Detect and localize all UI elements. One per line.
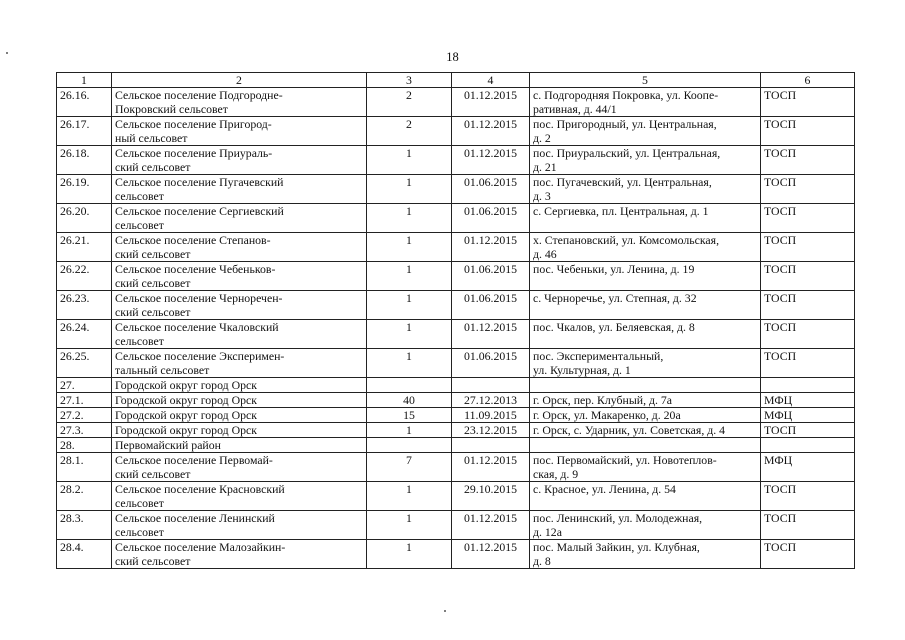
date-cell: 01.12.2015 xyxy=(452,146,530,175)
table-header-row xyxy=(57,73,855,88)
table-row xyxy=(57,117,855,146)
address-cell xyxy=(530,423,761,438)
settlement-name-cell xyxy=(112,117,367,146)
windows-count-cell xyxy=(367,438,452,453)
table-row xyxy=(57,349,855,378)
row-number-cell: 26.24. xyxy=(57,320,112,349)
address-cell-line: г. Орск, с. Ударник, ул. Советская, д. 4 xyxy=(533,423,726,437)
row-number-cell: 28.4. xyxy=(57,540,112,569)
table-row xyxy=(57,262,855,291)
settlement-name-cell xyxy=(112,204,367,233)
address-cell xyxy=(530,88,761,117)
scan-speck xyxy=(6,52,8,54)
settlement-name-cell-line: сельсовет xyxy=(115,218,164,232)
address-cell-line: г. Орск, пер. Клубный, д. 7а xyxy=(533,393,673,407)
address-cell-line: д. 8 xyxy=(533,554,551,568)
date-cell: 01.06.2015 xyxy=(452,204,530,233)
address-cell xyxy=(530,540,761,569)
address-cell xyxy=(530,233,761,262)
address-cell-line: пос. Первомайский, ул. Новотеплов- xyxy=(533,453,717,467)
address-cell-line: с. Подгородняя Покровка, ул. Коопе- xyxy=(533,88,719,102)
table-row xyxy=(57,175,855,204)
office-type-cell: ТОСП xyxy=(761,291,855,320)
registry-table xyxy=(56,72,855,569)
address-cell-line: д. 21 xyxy=(533,160,557,174)
settlement-name-cell xyxy=(112,349,367,378)
office-type-cell: ТОСП xyxy=(761,204,855,233)
row-number-cell: 26.21. xyxy=(57,233,112,262)
windows-count-cell: 1 xyxy=(367,540,452,569)
settlement-name-cell-line: Сельское поселение Эксперимен- xyxy=(115,349,285,363)
office-type-cell xyxy=(761,378,855,393)
address-cell-line: с. Красное, ул. Ленина, д. 54 xyxy=(533,482,676,496)
date-cell: 01.12.2015 xyxy=(452,233,530,262)
table-row xyxy=(57,482,855,511)
office-type-cell: МФЦ xyxy=(761,453,855,482)
date-cell xyxy=(452,438,530,453)
office-type-cell: ТОСП xyxy=(761,320,855,349)
settlement-name-cell-line: Сельское поселение Приураль- xyxy=(115,146,273,160)
address-cell xyxy=(530,482,761,511)
settlement-name-cell-line: Городской округ город Орск xyxy=(115,423,257,437)
table-row xyxy=(57,408,855,423)
address-cell-line: ул. Культурная, д. 1 xyxy=(533,363,631,377)
windows-count-cell: 1 xyxy=(367,320,452,349)
settlement-name-cell-line: Сельское поселение Пугачевский xyxy=(115,175,284,189)
table-row xyxy=(57,378,855,393)
windows-count-cell: 1 xyxy=(367,262,452,291)
office-type-cell: ТОСП xyxy=(761,423,855,438)
address-cell xyxy=(530,511,761,540)
date-cell: 27.12.2013 xyxy=(452,393,530,408)
office-type-cell xyxy=(761,438,855,453)
windows-count-cell: 1 xyxy=(367,146,452,175)
address-cell xyxy=(530,291,761,320)
office-type-cell: ТОСП xyxy=(761,482,855,511)
address-cell-line: пос. Чкалов, ул. Беляевская, д. 8 xyxy=(533,320,695,334)
settlement-name-cell-line: Сельское поселение Подгородне- xyxy=(115,88,283,102)
settlement-name-cell-line: Сельское поселение Степанов- xyxy=(115,233,271,247)
address-cell-line: х. Степановский, ул. Комсомольская, xyxy=(533,233,720,247)
address-cell-line: д. 46 xyxy=(533,247,557,261)
date-cell: 01.12.2015 xyxy=(452,117,530,146)
windows-count-cell: 2 xyxy=(367,88,452,117)
row-number-cell: 28. xyxy=(57,438,112,453)
address-cell xyxy=(530,320,761,349)
address-cell-line: с. Черноречье, ул. Степная, д. 32 xyxy=(533,291,697,305)
settlement-name-cell-line: ский сельсовет xyxy=(115,247,191,261)
windows-count-cell: 1 xyxy=(367,423,452,438)
office-type-cell: МФЦ xyxy=(761,393,855,408)
windows-count-cell: 1 xyxy=(367,204,452,233)
settlement-name-cell xyxy=(112,320,367,349)
settlement-name-cell-line: ный сельсовет xyxy=(115,131,188,145)
address-cell-line: пос. Приуральский, ул. Центральная, xyxy=(533,146,721,160)
settlement-name-cell-line: Сельское поселение Сергиевский xyxy=(115,204,284,218)
table-row xyxy=(57,88,855,117)
address-cell-line: пос. Пугачевский, ул. Центральная, xyxy=(533,175,712,189)
table-row xyxy=(57,393,855,408)
row-number-cell: 26.20. xyxy=(57,204,112,233)
settlement-name-cell xyxy=(112,393,367,408)
settlement-name-cell-line: тальный сельсовет xyxy=(115,363,210,377)
date-cell: 01.12.2015 xyxy=(452,320,530,349)
date-cell xyxy=(452,378,530,393)
table-row xyxy=(57,320,855,349)
settlement-name-cell-line: Сельское поселение Чкаловский xyxy=(115,320,279,334)
address-cell xyxy=(530,175,761,204)
table-row xyxy=(57,438,855,453)
page-number: 18 xyxy=(446,50,459,64)
settlement-name-cell-line: Сельское поселение Черноречен- xyxy=(115,291,283,305)
date-cell: 01.12.2015 xyxy=(452,88,530,117)
settlement-name-cell-line: сельсовет xyxy=(115,189,164,203)
settlement-name-cell-line: Городской округ город Орск xyxy=(115,378,257,392)
row-number-cell: 26.16. xyxy=(57,88,112,117)
settlement-name-cell-line: Сельское поселение Ленинский xyxy=(115,511,275,525)
office-type-cell: ТОСП xyxy=(761,349,855,378)
address-cell xyxy=(530,453,761,482)
settlement-name-cell xyxy=(112,146,367,175)
row-number-cell: 27.1. xyxy=(57,393,112,408)
address-cell-line: пос. Чебеньки, ул. Ленина, д. 19 xyxy=(533,262,695,276)
office-type-cell: ТОСП xyxy=(761,88,855,117)
table-row xyxy=(57,146,855,175)
address-cell xyxy=(530,378,761,393)
address-cell-line: д. 3 xyxy=(533,189,551,203)
row-number-cell: 26.22. xyxy=(57,262,112,291)
table-row xyxy=(57,291,855,320)
address-cell xyxy=(530,349,761,378)
address-cell xyxy=(530,438,761,453)
row-number-cell: 28.2. xyxy=(57,482,112,511)
date-cell: 29.10.2015 xyxy=(452,482,530,511)
table-row xyxy=(57,540,855,569)
address-cell-line: пос. Ленинский, ул. Молодежная, xyxy=(533,511,703,525)
settlement-name-cell-line: Городской округ город Орск xyxy=(115,393,257,407)
windows-count-cell: 1 xyxy=(367,482,452,511)
date-cell: 23.12.2015 xyxy=(452,423,530,438)
settlement-name-cell xyxy=(112,423,367,438)
windows-count-cell: 1 xyxy=(367,349,452,378)
table-row xyxy=(57,511,855,540)
settlement-name-cell-line: Сельское поселение Первомай- xyxy=(115,453,273,467)
row-number-cell: 26.17. xyxy=(57,117,112,146)
date-cell: 01.12.2015 xyxy=(452,453,530,482)
settlement-name-cell-line: Сельское поселение Красновский xyxy=(115,482,285,496)
office-type-cell: ТОСП xyxy=(761,117,855,146)
settlement-name-cell-line: Сельское поселение Пригород- xyxy=(115,117,272,131)
table-row xyxy=(57,453,855,482)
settlement-name-cell-line: ский сельсовет xyxy=(115,276,191,290)
windows-count-cell: 1 xyxy=(367,175,452,204)
address-cell-line: ративная, д. 44/1 xyxy=(533,102,617,116)
address-cell-line: д. 12а xyxy=(533,525,562,539)
row-number-cell: 26.23. xyxy=(57,291,112,320)
settlement-name-cell xyxy=(112,482,367,511)
date-cell: 01.06.2015 xyxy=(452,349,530,378)
column-header: 1 xyxy=(57,73,112,88)
row-number-cell: 26.19. xyxy=(57,175,112,204)
settlement-name-cell-line: Покровский сельсовет xyxy=(115,102,228,116)
address-cell-line: с. Сергиевка, пл. Центральная, д. 1 xyxy=(533,204,709,218)
settlement-name-cell xyxy=(112,408,367,423)
windows-count-cell: 2 xyxy=(367,117,452,146)
row-number-cell: 27. xyxy=(57,378,112,393)
address-cell-line: пос. Экспериментальный, xyxy=(533,349,664,363)
settlement-name-cell-line: Городской округ город Орск xyxy=(115,408,257,422)
address-cell-line: г. Орск, ул. Макаренко, д. 20а xyxy=(533,408,681,422)
settlement-name-cell-line: сельсовет xyxy=(115,334,164,348)
table-row xyxy=(57,233,855,262)
office-type-cell: МФЦ xyxy=(761,408,855,423)
office-type-cell: ТОСП xyxy=(761,233,855,262)
windows-count-cell: 1 xyxy=(367,233,452,262)
settlement-name-cell xyxy=(112,540,367,569)
row-number-cell: 28.1. xyxy=(57,453,112,482)
settlement-name-cell-line: сельсовет xyxy=(115,525,164,539)
settlement-name-cell xyxy=(112,233,367,262)
scan-speck xyxy=(444,610,446,612)
settlement-name-cell xyxy=(112,88,367,117)
settlement-name-cell xyxy=(112,378,367,393)
address-cell xyxy=(530,146,761,175)
windows-count-cell: 40 xyxy=(367,393,452,408)
windows-count-cell: 1 xyxy=(367,291,452,320)
date-cell: 01.06.2015 xyxy=(452,291,530,320)
settlement-name-cell-line: ский сельсовет xyxy=(115,554,191,568)
row-number-cell: 28.3. xyxy=(57,511,112,540)
table-body xyxy=(57,88,855,569)
date-cell: 11.09.2015 xyxy=(452,408,530,423)
address-cell-line: ская, д. 9 xyxy=(533,467,579,481)
row-number-cell: 27.3. xyxy=(57,423,112,438)
windows-count-cell: 15 xyxy=(367,408,452,423)
address-cell-line: пос. Пригородный, ул. Центральная, xyxy=(533,117,717,131)
address-cell xyxy=(530,117,761,146)
address-cell xyxy=(530,262,761,291)
column-header: 2 xyxy=(112,73,367,88)
settlement-name-cell xyxy=(112,438,367,453)
date-cell: 01.06.2015 xyxy=(452,175,530,204)
office-type-cell: ТОСП xyxy=(761,540,855,569)
column-header: 6 xyxy=(761,73,855,88)
column-header: 4 xyxy=(452,73,530,88)
table-row xyxy=(57,423,855,438)
settlement-name-cell xyxy=(112,291,367,320)
address-cell xyxy=(530,204,761,233)
windows-count-cell: 7 xyxy=(367,453,452,482)
address-cell xyxy=(530,408,761,423)
settlement-name-cell-line: ский сельсовет xyxy=(115,160,191,174)
settlement-name-cell-line: сельсовет xyxy=(115,496,164,510)
date-cell: 01.12.2015 xyxy=(452,540,530,569)
date-cell: 01.12.2015 xyxy=(452,511,530,540)
column-header: 5 xyxy=(530,73,761,88)
row-number-cell: 26.18. xyxy=(57,146,112,175)
row-number-cell: 26.25. xyxy=(57,349,112,378)
office-type-cell: ТОСП xyxy=(761,511,855,540)
address-cell-line: д. 2 xyxy=(533,131,551,145)
settlement-name-cell-line: Сельское поселение Чебеньков- xyxy=(115,262,276,276)
settlement-name-cell-line: Первомайский район xyxy=(115,438,221,452)
settlement-name-cell xyxy=(112,175,367,204)
column-header: 3 xyxy=(367,73,452,88)
address-cell xyxy=(530,393,761,408)
settlement-name-cell xyxy=(112,511,367,540)
settlement-name-cell-line: ский сельсовет xyxy=(115,305,191,319)
settlement-name-cell xyxy=(112,453,367,482)
settlement-name-cell-line: Сельское поселение Малозайкин- xyxy=(115,540,286,554)
office-type-cell: ТОСП xyxy=(761,175,855,204)
address-cell-line: пос. Малый Зайкин, ул. Клубная, xyxy=(533,540,700,554)
windows-count-cell: 1 xyxy=(367,511,452,540)
settlement-name-cell xyxy=(112,262,367,291)
row-number-cell: 27.2. xyxy=(57,408,112,423)
windows-count-cell xyxy=(367,378,452,393)
date-cell: 01.06.2015 xyxy=(452,262,530,291)
table-row xyxy=(57,204,855,233)
settlement-name-cell-line: ский сельсовет xyxy=(115,467,191,481)
office-type-cell: ТОСП xyxy=(761,146,855,175)
office-type-cell: ТОСП xyxy=(761,262,855,291)
